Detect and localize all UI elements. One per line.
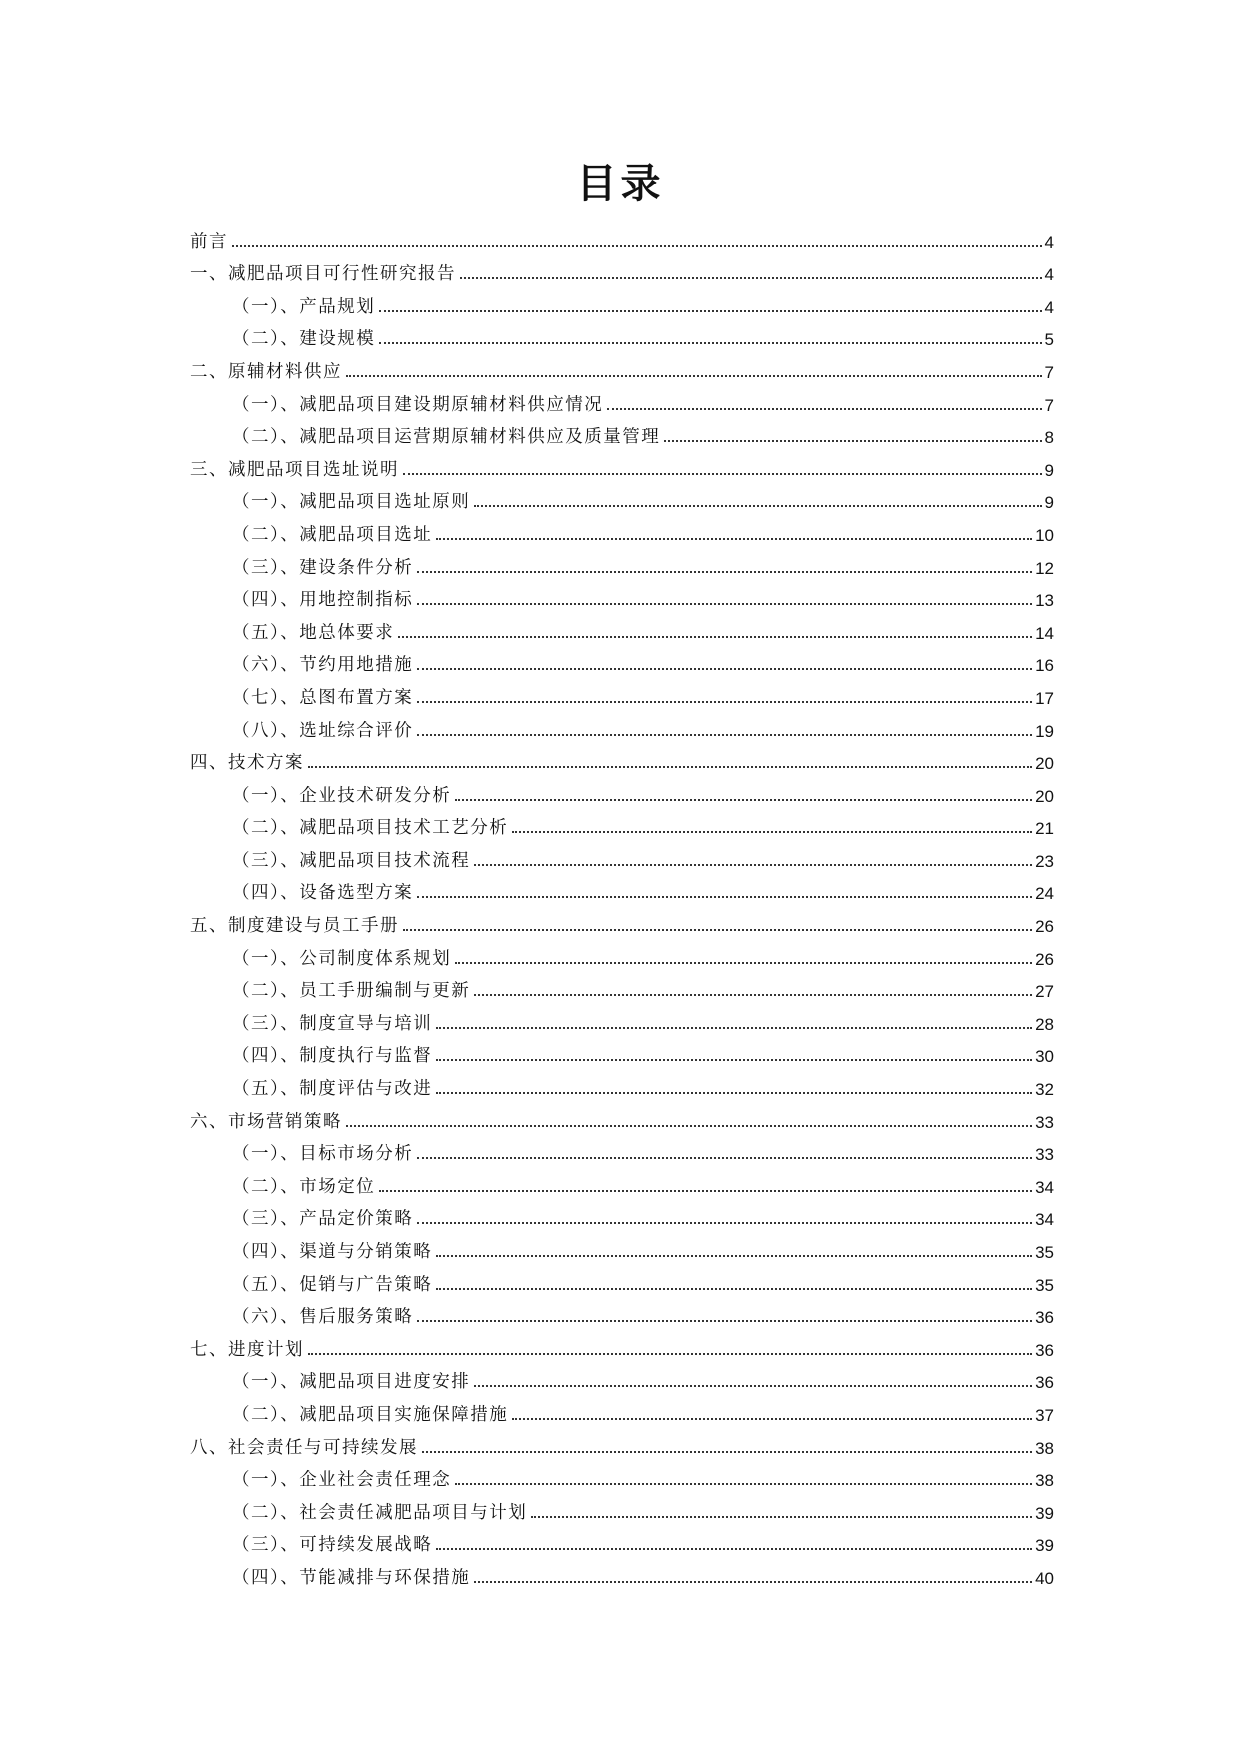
toc-page-number: 26 [1035, 917, 1054, 937]
toc-page-number: 14 [1035, 623, 1054, 643]
dot-leader [436, 1548, 1032, 1550]
toc-page-number: 33 [1035, 1112, 1054, 1132]
toc-entry-label: （五）、地总体要求 [232, 622, 395, 643]
toc-entry-label: （四）、渠道与分销策略 [232, 1242, 433, 1262]
toc-entry-label: （一）、公司制度体系规划 [232, 948, 452, 969]
dot-leader [379, 1190, 1032, 1192]
toc-section-entry[interactable] [190, 839, 1054, 872]
toc-page-number: 23 [1035, 851, 1054, 871]
toc-entry-label: （三）、可持续发展战略 [232, 1535, 433, 1556]
toc-page-number: 24 [1035, 884, 1054, 904]
dot-leader [664, 440, 1041, 442]
toc-page-number: 33 [1035, 1145, 1054, 1165]
toc-section-entry[interactable] [190, 416, 1054, 449]
toc-entry-label: 八、社会责任与可持续发展 [190, 1437, 418, 1458]
dot-leader [417, 603, 1032, 605]
dot-leader [455, 962, 1032, 964]
toc-page-number: 34 [1035, 1210, 1054, 1230]
toc-section-entry[interactable] [190, 1556, 1054, 1589]
toc-chapter-entry[interactable] [190, 904, 1054, 937]
toc-entry-label: （一）、目标市场分析 [232, 1144, 414, 1165]
dot-leader [417, 1157, 1032, 1159]
toc-section-entry[interactable] [190, 1067, 1054, 1100]
toc-page-number: 9 [1044, 493, 1054, 513]
dot-leader [417, 734, 1032, 736]
toc-entry-label: （五）、制度评估与改进 [232, 1079, 433, 1100]
toc-page-number: 30 [1035, 1047, 1054, 1067]
toc-page-number: 35 [1035, 1275, 1054, 1295]
toc-page-number: 32 [1035, 1080, 1054, 1100]
dot-leader [460, 277, 1042, 279]
toc-section-entry[interactable] [190, 1263, 1054, 1296]
toc-entry-label: （五）、促销与广告策略 [232, 1274, 433, 1295]
dot-leader [417, 571, 1032, 573]
dot-leader [417, 896, 1032, 898]
dot-leader [379, 342, 1041, 344]
toc-section-entry[interactable] [190, 1165, 1054, 1198]
toc-page-number: 38 [1035, 1471, 1054, 1491]
toc-section-entry[interactable] [190, 807, 1054, 840]
toc-entry-label: （一）、减肥品项目选址原则 [232, 492, 471, 513]
toc-entry-label: （二）、市场定位 [232, 1176, 376, 1197]
toc-section-entry[interactable] [190, 513, 1054, 546]
dot-leader [474, 505, 1041, 507]
dot-leader [455, 799, 1032, 801]
toc-section-entry[interactable] [190, 644, 1054, 677]
toc-section-entry[interactable] [190, 937, 1054, 970]
toc-entry-label: （七）、总图布置方案 [232, 687, 414, 708]
toc-chapter-entry[interactable] [190, 448, 1054, 481]
toc-entry-label: （四）、设备选型方案 [232, 883, 414, 904]
toc-entry-label: （四）、用地控制指标 [232, 590, 414, 611]
toc-page-number: 4 [1044, 297, 1054, 317]
dot-leader [474, 1385, 1032, 1387]
toc-section-entry[interactable] [190, 676, 1054, 709]
toc-chapter-entry[interactable] [190, 253, 1054, 286]
toc-section-entry[interactable] [190, 774, 1054, 807]
toc-section-entry[interactable] [190, 611, 1054, 644]
toc-page-number: 36 [1035, 1308, 1054, 1328]
toc-entry-label: （一）、减肥品项目进度安排 [232, 1372, 471, 1393]
toc-page-number: 19 [1035, 721, 1054, 741]
dot-leader [436, 1027, 1032, 1029]
dot-leader [308, 766, 1032, 768]
toc-entry-label: 一、减肥品项目可行性研究报告 [190, 264, 456, 285]
toc-page-number: 37 [1035, 1405, 1054, 1425]
toc-section-entry[interactable] [190, 872, 1054, 905]
toc-section-entry[interactable] [190, 1198, 1054, 1231]
toc-entry-label: （二）、减肥品项目技术工艺分析 [232, 818, 509, 839]
table-of-contents [190, 220, 1054, 1589]
toc-page-number: 34 [1035, 1177, 1054, 1197]
toc-section-entry[interactable] [190, 318, 1054, 351]
dot-leader [417, 1222, 1032, 1224]
dot-leader [436, 1255, 1032, 1257]
toc-page-number: 4 [1044, 265, 1054, 285]
toc-section-entry[interactable] [190, 1035, 1054, 1068]
toc-entry-label: （八）、选址综合评价 [232, 720, 414, 741]
toc-entry-label: （四）、制度执行与监督 [232, 1046, 433, 1067]
dot-leader [607, 408, 1041, 410]
toc-section-entry[interactable] [190, 1361, 1054, 1394]
toc-section-entry[interactable] [190, 481, 1054, 514]
toc-section-entry[interactable] [190, 1491, 1054, 1524]
dot-leader [512, 831, 1032, 833]
dot-leader [436, 1059, 1032, 1061]
dot-leader [417, 701, 1032, 703]
toc-section-entry[interactable] [190, 1393, 1054, 1426]
toc-entry-label: （三）、建设条件分析 [232, 557, 414, 578]
dot-leader [422, 1451, 1032, 1453]
toc-section-entry[interactable] [190, 1133, 1054, 1166]
toc-page-number: 38 [1035, 1438, 1054, 1458]
toc-entry-label: （三）、产品定价策略 [232, 1209, 414, 1230]
toc-page-number: 40 [1035, 1568, 1054, 1588]
toc-chapter-entry[interactable] [190, 1426, 1054, 1459]
toc-page-number: 21 [1035, 819, 1054, 839]
toc-page-number: 7 [1044, 395, 1054, 415]
dot-leader [417, 1320, 1032, 1322]
toc-section-entry[interactable] [190, 1524, 1054, 1557]
toc-entry-label: （一）、产品规划 [232, 296, 376, 317]
toc-entry-label: （二）、社会责任减肥品项目与计划 [232, 1502, 528, 1523]
toc-entry-label: 五、制度建设与员工手册 [190, 916, 399, 937]
toc-section-entry[interactable] [190, 1230, 1054, 1263]
toc-chapter-entry[interactable] [190, 220, 1054, 253]
toc-page-number: 7 [1044, 362, 1054, 382]
toc-section-entry[interactable] [190, 1002, 1054, 1035]
dot-leader [436, 1092, 1032, 1094]
toc-section-entry[interactable] [190, 285, 1054, 318]
toc-page-number: 27 [1035, 982, 1054, 1002]
toc-page-number: 10 [1035, 525, 1054, 545]
toc-page-number: 12 [1035, 558, 1054, 578]
toc-entry-label: （六）、节约用地措施 [232, 655, 414, 676]
toc-page-number: 26 [1035, 949, 1054, 969]
toc-page-number: 4 [1044, 232, 1054, 252]
dot-leader [474, 864, 1032, 866]
toc-chapter-entry[interactable] [190, 1328, 1054, 1361]
toc-page-number: 17 [1035, 688, 1054, 708]
dot-leader [346, 375, 1042, 377]
toc-entry-label: 前言 [190, 231, 228, 252]
toc-page-number: 36 [1035, 1340, 1054, 1360]
toc-section-entry[interactable] [190, 1459, 1054, 1492]
dot-leader [346, 1125, 1032, 1127]
toc-page-number: 36 [1035, 1373, 1054, 1393]
toc-entry-label: 三、减肥品项目选址说明 [190, 459, 399, 480]
toc-page-number: 5 [1044, 330, 1054, 350]
toc-section-entry[interactable] [190, 970, 1054, 1003]
dot-leader [308, 1353, 1032, 1355]
toc-entry-label: （三）、减肥品项目技术流程 [232, 850, 471, 871]
toc-section-entry[interactable] [190, 709, 1054, 742]
toc-entry-label: （一）、企业技术研发分析 [232, 785, 452, 806]
dot-leader [398, 636, 1032, 638]
toc-entry-label: 二、原辅材料供应 [190, 361, 342, 382]
toc-entry-label: （二）、减肥品项目实施保障措施 [232, 1404, 509, 1425]
toc-chapter-entry[interactable] [190, 350, 1054, 383]
toc-page-number: 9 [1044, 460, 1054, 480]
dot-leader [403, 929, 1032, 931]
toc-page-number: 28 [1035, 1014, 1054, 1034]
toc-section-entry[interactable] [190, 383, 1054, 416]
dot-leader [455, 1483, 1032, 1485]
toc-section-entry[interactable] [190, 1296, 1054, 1329]
toc-entry-label: （四）、节能减排与环保措施 [232, 1567, 471, 1588]
dot-leader [474, 1581, 1032, 1583]
dot-leader [403, 473, 1042, 475]
toc-entry-label: （二）、建设规模 [232, 329, 376, 350]
toc-entry-label: 四、技术方案 [190, 753, 304, 774]
toc-entry-label: （二）、员工手册编制与更新 [232, 981, 471, 1002]
toc-page-number: 20 [1035, 754, 1054, 774]
dot-leader [436, 1288, 1032, 1290]
page-title: 目录 [576, 161, 665, 207]
toc-page-number: 39 [1035, 1536, 1054, 1556]
toc-chapter-entry[interactable] [190, 1100, 1054, 1133]
toc-page-number: 16 [1035, 656, 1054, 676]
dot-leader [417, 668, 1032, 670]
toc-page-number: 13 [1035, 591, 1054, 611]
toc-entry-label: （三）、制度宣导与培训 [232, 1013, 433, 1034]
toc-section-entry[interactable] [190, 579, 1054, 612]
toc-entry-label: （二）、减肥品项目运营期原辅材料供应及质量管理 [232, 427, 661, 448]
dot-leader [512, 1418, 1032, 1420]
toc-page-number: 8 [1044, 428, 1054, 448]
toc-page-number: 39 [1035, 1503, 1054, 1523]
toc-entry-label: （二）、减肥品项目选址 [232, 524, 433, 545]
dot-leader [474, 994, 1032, 996]
toc-chapter-entry[interactable] [190, 742, 1054, 775]
dot-leader [232, 245, 1042, 247]
toc-page-number: 35 [1035, 1243, 1054, 1262]
toc-page-number: 20 [1035, 786, 1054, 806]
toc-entry-label: （一）、减肥品项目建设期原辅材料供应情况 [232, 394, 604, 415]
toc-section-entry[interactable] [190, 546, 1054, 579]
dot-leader [379, 310, 1041, 312]
toc-entry-label: 六、市场营销策略 [190, 1111, 342, 1132]
toc-entry-label: （一）、企业社会责任理念 [232, 1470, 452, 1491]
dot-leader [531, 1516, 1032, 1518]
toc-entry-label: 七、进度计划 [190, 1339, 304, 1360]
toc-entry-label: （六）、售后服务策略 [232, 1307, 414, 1328]
dot-leader [436, 538, 1032, 540]
